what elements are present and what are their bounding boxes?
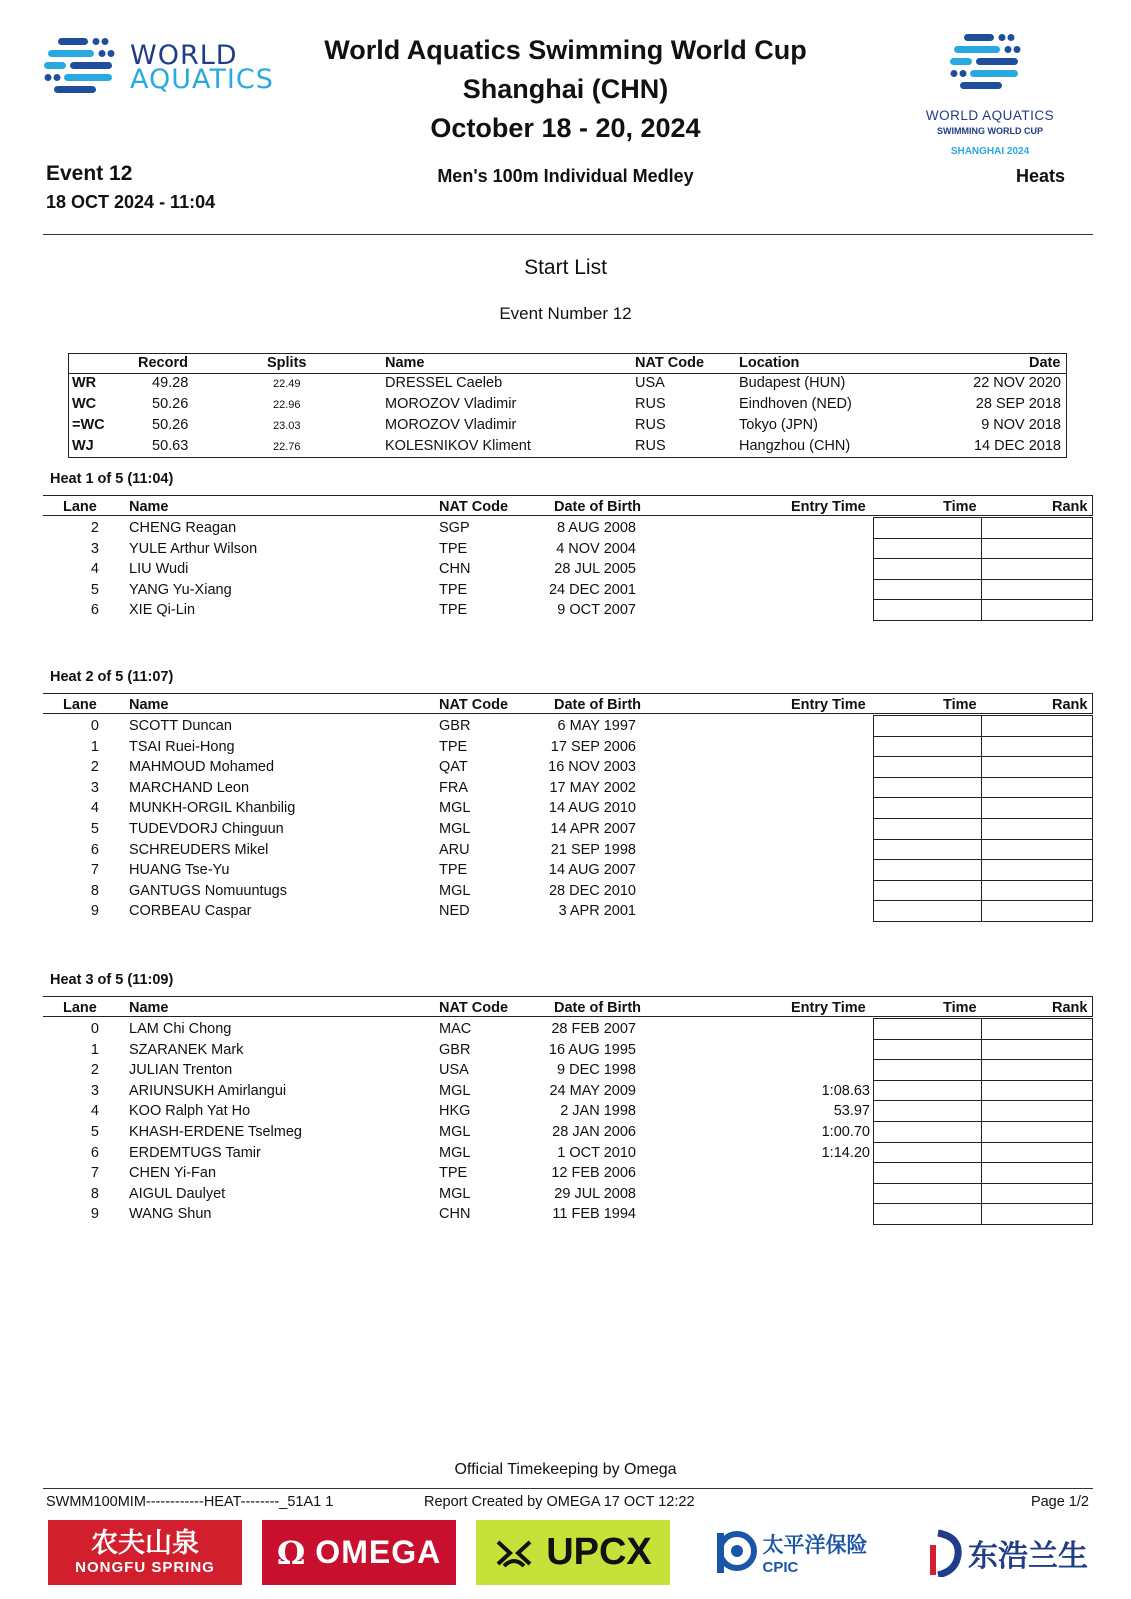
nat-code-cell: QAT bbox=[439, 759, 468, 776]
heat-header-edge bbox=[1092, 496, 1093, 515]
rank-entry-box[interactable] bbox=[981, 1203, 1093, 1224]
rank-entry-box[interactable] bbox=[981, 818, 1093, 839]
time-entry-box[interactable] bbox=[873, 756, 982, 777]
nat-code-cell: MGL bbox=[439, 1185, 471, 1202]
rank-entry-box[interactable] bbox=[981, 756, 1093, 777]
name-cell: WANG Shun bbox=[129, 1206, 212, 1223]
lane-cell: 1 bbox=[90, 738, 99, 755]
heat-header-name: Name bbox=[129, 697, 169, 713]
rank-entry-box[interactable] bbox=[981, 777, 1093, 798]
name-cell: KHASH-ERDENE Tselmeg bbox=[129, 1124, 302, 1140]
record-holder: KOLESNIKOV Kliment bbox=[385, 438, 531, 454]
heat-title: Heat 1 of 5 (11:04) bbox=[50, 471, 174, 487]
name-cell: MUNKH-ORGIL Khanbilig bbox=[129, 800, 296, 817]
name-cell: ARIUNSUKH Amirlangui bbox=[129, 1082, 287, 1099]
date-of-birth-cell: 12 FEB 2006 bbox=[551, 1165, 636, 1182]
event-number-label: Event Number 12 bbox=[499, 304, 632, 323]
record-row bbox=[68, 415, 1067, 436]
event-number: Event 12 bbox=[46, 162, 133, 185]
date-of-birth-cell: 21 SEP 1998 bbox=[550, 841, 636, 858]
nat-code-cell: MGL bbox=[439, 1144, 471, 1161]
record-row bbox=[68, 394, 1067, 415]
lane-cell: 3 bbox=[90, 779, 99, 796]
date-of-birth-cell: 28 JAN 2006 bbox=[552, 1124, 636, 1140]
date-of-birth-cell: 4 NOV 2004 bbox=[556, 540, 636, 557]
entry-time-cell: 1:00.70 bbox=[821, 1124, 870, 1140]
lane-cell: 7 bbox=[90, 862, 99, 879]
nat-code-cell: ARU bbox=[439, 841, 470, 858]
record-splits: 22.49 bbox=[273, 378, 301, 390]
time-entry-box[interactable] bbox=[873, 736, 982, 757]
time-entry-box[interactable] bbox=[873, 1059, 982, 1080]
rank-entry-box[interactable] bbox=[981, 538, 1093, 559]
rank-entry-box[interactable] bbox=[981, 1162, 1093, 1183]
time-entry-box[interactable] bbox=[873, 777, 982, 798]
result-boxes-bottom-edge bbox=[873, 921, 1093, 922]
sponsor-donghao-logo bbox=[918, 1520, 1098, 1585]
name-cell: XIE Qi-Lin bbox=[129, 602, 196, 619]
rank-entry-box[interactable] bbox=[981, 558, 1093, 579]
name-cell: HUANG Tse-Yu bbox=[129, 862, 230, 879]
rank-entry-box[interactable] bbox=[981, 880, 1093, 901]
record-date: 28 SEP 2018 bbox=[975, 396, 1061, 412]
date-of-birth-cell: 9 OCT 2007 bbox=[557, 602, 636, 619]
record-nat: RUS bbox=[635, 396, 666, 412]
heat-header-date-of-birth: Date of Birth bbox=[554, 499, 641, 515]
record-holder: MOROZOV Vladimir bbox=[385, 396, 517, 412]
record-date: 22 NOV 2020 bbox=[973, 375, 1061, 391]
record-nat: RUS bbox=[635, 417, 666, 433]
donghao-symbol-icon bbox=[928, 1529, 962, 1577]
record-code: =WC bbox=[72, 417, 105, 433]
sponsor-omega-logo bbox=[262, 1520, 456, 1585]
time-entry-box[interactable] bbox=[873, 880, 982, 901]
heat-header-entry-time: Entry Time bbox=[791, 499, 866, 515]
rank-entry-box[interactable] bbox=[981, 1100, 1093, 1121]
lane-cell: 6 bbox=[90, 841, 99, 858]
record-code: WC bbox=[72, 396, 97, 412]
heat-header-rank: Rank bbox=[1052, 1000, 1088, 1016]
rank-entry-box[interactable] bbox=[981, 715, 1093, 736]
rank-entry-box[interactable] bbox=[981, 1121, 1093, 1142]
heat-header-entry-time: Entry Time bbox=[791, 1000, 866, 1016]
record-location: Budapest (HUN) bbox=[739, 375, 846, 391]
time-entry-box[interactable] bbox=[873, 1142, 982, 1163]
records-header-date: Date bbox=[1029, 355, 1061, 371]
time-entry-box[interactable] bbox=[873, 517, 982, 538]
name-cell: CHENG Reagan bbox=[129, 520, 237, 536]
date-of-birth-cell: 29 JUL 2008 bbox=[554, 1185, 636, 1202]
lane-cell: 4 bbox=[90, 800, 99, 817]
rank-entry-box[interactable] bbox=[981, 1183, 1093, 1204]
upcx-symbol-icon bbox=[494, 1536, 534, 1570]
sponsor-cpic-logo bbox=[700, 1520, 880, 1585]
lane-cell: 5 bbox=[90, 1124, 99, 1140]
time-entry-box[interactable] bbox=[873, 900, 982, 921]
heat-header-nat-code: NAT Code bbox=[439, 1000, 509, 1016]
record-splits: 22.96 bbox=[273, 399, 301, 411]
date-of-birth-cell: 17 MAY 2002 bbox=[549, 779, 636, 796]
lane-cell: 3 bbox=[90, 1082, 99, 1099]
omega-text: OMEGA bbox=[315, 1534, 442, 1570]
date-of-birth-cell: 24 DEC 2001 bbox=[548, 581, 636, 598]
heat-header-name: Name bbox=[129, 499, 169, 515]
time-entry-box[interactable] bbox=[873, 1121, 982, 1142]
nat-code-cell: MGL bbox=[439, 821, 471, 837]
result-boxes-bottom-edge bbox=[873, 620, 1093, 621]
nat-code-cell: MGL bbox=[439, 882, 471, 899]
record-holder: MOROZOV Vladimir bbox=[385, 417, 517, 433]
date-of-birth-cell: 16 AUG 1995 bbox=[548, 1041, 636, 1058]
heat-header-row bbox=[43, 996, 1093, 1017]
rank-entry-box[interactable] bbox=[981, 859, 1093, 880]
date-of-birth-cell: 6 MAY 1997 bbox=[557, 718, 636, 734]
nat-code-cell: GBR bbox=[439, 1041, 471, 1058]
page-number: Page 1/2 bbox=[1030, 1494, 1089, 1510]
date-of-birth-cell: 3 APR 2001 bbox=[558, 903, 636, 920]
date-of-birth-cell: 1 OCT 2010 bbox=[557, 1144, 636, 1161]
heat-header-nat-code: NAT Code bbox=[439, 697, 509, 713]
lane-cell: 2 bbox=[90, 1062, 99, 1079]
cpic-en-text: CPIC bbox=[762, 1559, 799, 1576]
nat-code-cell: SGP bbox=[439, 520, 470, 536]
nat-code-cell: TPE bbox=[439, 540, 468, 557]
name-cell: SCOTT Duncan bbox=[129, 718, 232, 734]
rank-entry-box[interactable] bbox=[981, 736, 1093, 757]
date-of-birth-cell: 8 AUG 2008 bbox=[557, 520, 636, 536]
lane-cell: 8 bbox=[90, 1185, 99, 1202]
record-splits: 23.03 bbox=[273, 420, 301, 432]
title-line-2: Shanghai (CHN) bbox=[462, 74, 669, 104]
logo-word-aquatics: AQUATICS bbox=[130, 64, 274, 95]
records-header-nat-code: NAT Code bbox=[635, 355, 705, 371]
entry-time-cell: 1:08.63 bbox=[821, 1082, 870, 1099]
heat-header-nat-code: NAT Code bbox=[439, 499, 509, 515]
record-time: 50.63 bbox=[152, 438, 189, 454]
date-of-birth-cell: 28 FEB 2007 bbox=[551, 1021, 636, 1037]
entry-time-cell: 1:14.20 bbox=[821, 1144, 870, 1161]
title-line-1: World Aquatics Swimming World Cup bbox=[324, 35, 807, 65]
record-date: 9 NOV 2018 bbox=[981, 417, 1061, 433]
lane-cell: 7 bbox=[90, 1165, 99, 1182]
time-entry-box[interactable] bbox=[873, 538, 982, 559]
heat-header-entry-time: Entry Time bbox=[791, 697, 866, 713]
heat-header-lane: Lane bbox=[63, 1000, 97, 1016]
heat-header-lane: Lane bbox=[63, 697, 97, 713]
record-time: 49.28 bbox=[152, 375, 189, 391]
lane-cell: 5 bbox=[90, 821, 99, 837]
time-entry-box[interactable] bbox=[873, 818, 982, 839]
heat-header-rank: Rank bbox=[1052, 697, 1088, 713]
rank-entry-box[interactable] bbox=[981, 1142, 1093, 1163]
logo-word-world: WORLD bbox=[130, 40, 238, 71]
name-cell: CHEN Yi-Fan bbox=[129, 1165, 217, 1182]
logo-text-world-aquatics: WORLD AQUATICS bbox=[925, 108, 1055, 123]
date-of-birth-cell: 9 DEC 1998 bbox=[557, 1062, 636, 1079]
record-location: Tokyo (JPN) bbox=[739, 417, 818, 433]
swimming-world-cup-logo-icon bbox=[950, 32, 1022, 96]
date-of-birth-cell: 17 SEP 2006 bbox=[550, 738, 636, 755]
heat-title: Heat 3 of 5 (11:09) bbox=[50, 972, 174, 988]
date-of-birth-cell: 14 AUG 2010 bbox=[548, 800, 636, 817]
date-of-birth-cell: 11 FEB 1994 bbox=[552, 1206, 636, 1223]
heat-header-time: Time bbox=[943, 697, 977, 713]
lane-cell: 0 bbox=[90, 1021, 99, 1037]
nat-code-cell: CHN bbox=[439, 561, 471, 578]
omega-symbol-icon: Ω bbox=[276, 1533, 306, 1572]
name-cell: MAHMOUD Mohamed bbox=[129, 759, 275, 776]
time-entry-box[interactable] bbox=[873, 1100, 982, 1121]
report-created: Report Created by OMEGA 17 OCT 12:22 bbox=[424, 1494, 695, 1510]
lane-cell: 2 bbox=[90, 759, 99, 776]
lane-cell: 8 bbox=[90, 882, 99, 899]
nat-code-cell: FRA bbox=[439, 779, 468, 796]
record-code: WR bbox=[72, 375, 97, 391]
rank-entry-box[interactable] bbox=[981, 517, 1093, 538]
upcx-text: UPCX bbox=[546, 1531, 652, 1573]
date-of-birth-cell: 16 NOV 2003 bbox=[548, 759, 636, 776]
record-nat: USA bbox=[635, 375, 665, 391]
record-row bbox=[68, 436, 1067, 457]
event-name: Men's 100m Individual Medley bbox=[437, 166, 694, 186]
rank-entry-box[interactable] bbox=[981, 1059, 1093, 1080]
rank-entry-box[interactable] bbox=[981, 1080, 1093, 1101]
heat-header-lane: Lane bbox=[63, 499, 97, 515]
nat-code-cell: MGL bbox=[439, 800, 471, 817]
name-cell: TUDEVDORJ Chinguun bbox=[129, 821, 284, 837]
lane-cell: 9 bbox=[90, 903, 99, 920]
record-code: WJ bbox=[72, 438, 94, 454]
official-timekeeping: Official Timekeeping by Omega bbox=[454, 1461, 677, 1478]
event-phase: Heats bbox=[1015, 166, 1065, 186]
footer-divider bbox=[43, 1488, 1093, 1489]
date-of-birth-cell: 14 APR 2007 bbox=[550, 821, 636, 837]
heat-header-name: Name bbox=[129, 1000, 169, 1016]
nongfu-en-text: NONGFU SPRING bbox=[75, 1559, 215, 1576]
heat-header-date-of-birth: Date of Birth bbox=[554, 1000, 641, 1016]
logo-text-shanghai-2024: SHANGHAI 2024 bbox=[950, 146, 1030, 157]
rank-entry-box[interactable] bbox=[981, 1039, 1093, 1060]
lane-cell: 5 bbox=[90, 581, 99, 598]
rank-entry-box[interactable] bbox=[981, 599, 1093, 620]
nat-code-cell: USA bbox=[439, 1062, 469, 1079]
result-boxes-bottom-edge bbox=[873, 1224, 1093, 1225]
header-divider bbox=[43, 234, 1093, 235]
name-cell: ERDEMTUGS Tamir bbox=[129, 1144, 261, 1161]
nat-code-cell: NED bbox=[439, 903, 470, 920]
records-header-splits: Splits bbox=[267, 355, 307, 371]
entry-time-cell: 53.97 bbox=[833, 1103, 870, 1120]
cpic-symbol-icon bbox=[713, 1529, 757, 1577]
name-cell: SZARANEK Mark bbox=[129, 1041, 244, 1058]
name-cell: YANG Yu-Xiang bbox=[129, 581, 232, 598]
heat-header-time: Time bbox=[943, 1000, 977, 1016]
lane-cell: 6 bbox=[90, 602, 99, 619]
lane-cell: 4 bbox=[90, 1103, 99, 1120]
name-cell: GANTUGS Nomuuntugs bbox=[129, 882, 287, 899]
time-entry-box[interactable] bbox=[873, 1039, 982, 1060]
record-location: Hangzhou (CHN) bbox=[739, 438, 851, 454]
lane-cell: 0 bbox=[90, 718, 99, 734]
name-cell: YULE Arthur Wilson bbox=[129, 540, 258, 557]
cpic-cn-text: 太平洋保险 bbox=[762, 1533, 868, 1557]
time-entry-box[interactable] bbox=[873, 797, 982, 818]
sponsor-nongfu-spring-logo bbox=[48, 1520, 242, 1585]
time-entry-box[interactable] bbox=[873, 715, 982, 736]
name-cell: MARCHAND Leon bbox=[129, 779, 250, 796]
lane-cell: 1 bbox=[90, 1041, 99, 1058]
record-time: 50.26 bbox=[152, 417, 189, 433]
heat-header-edge bbox=[1092, 694, 1093, 713]
time-entry-box[interactable] bbox=[873, 1162, 982, 1183]
nat-code-cell: MAC bbox=[439, 1021, 472, 1037]
time-entry-box[interactable] bbox=[873, 558, 982, 579]
rank-entry-box[interactable] bbox=[981, 839, 1093, 860]
date-of-birth-cell: 2 JAN 1998 bbox=[560, 1103, 636, 1120]
name-cell: JULIAN Trenton bbox=[129, 1062, 233, 1079]
date-of-birth-cell: 28 JUL 2005 bbox=[554, 561, 636, 578]
heat-header-row bbox=[43, 693, 1093, 714]
time-entry-box[interactable] bbox=[873, 599, 982, 620]
record-splits: 22.76 bbox=[273, 441, 301, 453]
lane-cell: 3 bbox=[90, 540, 99, 557]
nat-code-cell: TPE bbox=[439, 602, 468, 619]
record-date: 14 DEC 2018 bbox=[973, 438, 1061, 454]
date-of-birth-cell: 28 DEC 2010 bbox=[548, 882, 636, 899]
nat-code-cell: TPE bbox=[439, 581, 468, 598]
records-header-location: Location bbox=[739, 355, 800, 371]
record-time: 50.26 bbox=[152, 396, 189, 412]
heat-header-time: Time bbox=[943, 499, 977, 515]
date-of-birth-cell: 14 AUG 2007 bbox=[548, 862, 636, 879]
nat-code-cell: MGL bbox=[439, 1124, 471, 1140]
start-list-title: Start List bbox=[524, 256, 607, 279]
records-header-record: Record bbox=[138, 355, 188, 371]
time-entry-box[interactable] bbox=[873, 1183, 982, 1204]
time-entry-box[interactable] bbox=[873, 1203, 982, 1224]
records-header-name: Name bbox=[385, 355, 425, 371]
lane-cell: 4 bbox=[90, 561, 99, 578]
lane-cell: 6 bbox=[90, 1144, 99, 1161]
name-cell: SCHREUDERS Mikel bbox=[129, 841, 269, 858]
nat-code-cell: MGL bbox=[439, 1082, 471, 1099]
heat-header-date-of-birth: Date of Birth bbox=[554, 697, 641, 713]
heat-title: Heat 2 of 5 (11:07) bbox=[50, 669, 174, 685]
date-of-birth-cell: 24 MAY 2009 bbox=[549, 1082, 636, 1099]
name-cell: TSAI Ruei-Hong bbox=[129, 738, 235, 755]
rank-entry-box[interactable] bbox=[981, 900, 1093, 921]
heat-header-row bbox=[43, 495, 1093, 516]
nongfu-cn-text: 农夫山泉 bbox=[91, 1528, 199, 1559]
time-entry-box[interactable] bbox=[873, 579, 982, 600]
rank-entry-box[interactable] bbox=[981, 1018, 1093, 1039]
report-code: SWMM100MIM------------HEAT--------_51A1 1 bbox=[46, 1494, 334, 1510]
record-row bbox=[68, 373, 1067, 394]
name-cell: KOO Ralph Yat Ho bbox=[129, 1103, 251, 1120]
heat-header-rank: Rank bbox=[1052, 499, 1088, 515]
time-entry-box[interactable] bbox=[873, 1080, 982, 1101]
lane-cell: 9 bbox=[90, 1206, 99, 1223]
nat-code-cell: TPE bbox=[439, 862, 468, 879]
rank-entry-box[interactable] bbox=[981, 579, 1093, 600]
logo-text-swimming-world-cup: SWIMMING WORLD CUP bbox=[937, 126, 1043, 136]
time-entry-box[interactable] bbox=[873, 1018, 982, 1039]
nat-code-cell: HKG bbox=[439, 1103, 471, 1120]
lane-cell: 2 bbox=[90, 520, 99, 536]
record-nat: RUS bbox=[635, 438, 666, 454]
record-location: Eindhoven (NED) bbox=[739, 396, 852, 412]
record-holder: DRESSEL Caeleb bbox=[385, 375, 503, 391]
rank-entry-box[interactable] bbox=[981, 797, 1093, 818]
name-cell: LIU Wudi bbox=[129, 561, 189, 578]
name-cell: CORBEAU Caspar bbox=[129, 903, 252, 920]
nat-code-cell: CHN bbox=[439, 1206, 471, 1223]
nat-code-cell: TPE bbox=[439, 738, 468, 755]
name-cell: LAM Chi Chong bbox=[129, 1021, 232, 1037]
time-entry-box[interactable] bbox=[873, 859, 982, 880]
sponsor-upcx-logo bbox=[476, 1520, 670, 1585]
nat-code-cell: GBR bbox=[439, 718, 471, 734]
event-datetime: 18 OCT 2024 - 11:04 bbox=[46, 192, 216, 212]
time-entry-box[interactable] bbox=[873, 839, 982, 860]
title-line-3: October 18 - 20, 2024 bbox=[430, 113, 701, 143]
nat-code-cell: TPE bbox=[439, 1165, 468, 1182]
name-cell: AIGUL Daulyet bbox=[129, 1185, 226, 1202]
donghao-cn-text: 东浩兰生 bbox=[968, 1538, 1088, 1574]
heat-header-edge bbox=[1092, 997, 1093, 1016]
